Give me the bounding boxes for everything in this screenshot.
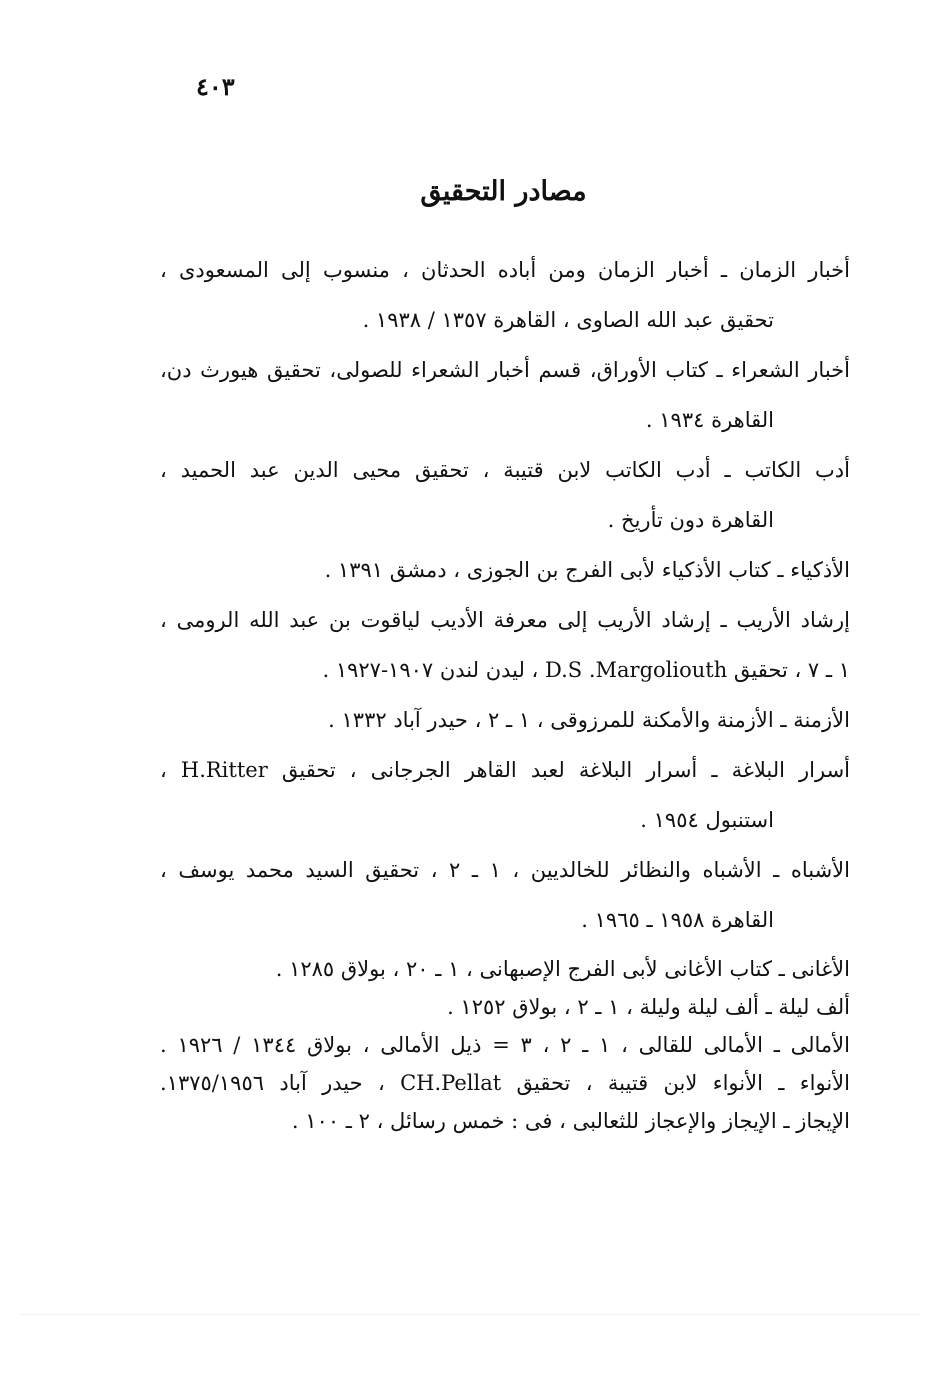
entry-line: الأغانى ـ كتاب الأغانى لأبى الفرج الإصبهانى ، ١ ـ ٢٠ ، بولاق ١٢٨٥ . (275, 957, 850, 981)
entry-line-continuation: القاهرة ١٩٥٨ ـ ١٩٦٥ . (581, 908, 774, 932)
entry-text: ، حيدر آباد ١٣٧٥/١٩٥٦. (160, 1071, 401, 1095)
entry-line: ألف ليلة ـ ألف ليلة وليلة ، ١ ـ ٢ ، بولاق ١٢٥٢ . (447, 995, 850, 1019)
editor-name-latin: CH.Pellat (400, 1071, 502, 1095)
entry-line (160, 750, 850, 790)
entry-line-continuation: القاهرة ١٩٣٤ . (645, 408, 774, 432)
entry-line: الأزمنة ـ الأزمنة والأمكنة للمرزوقى ، ١ ـ ٢ ، حيدر آباد ١٣٣٢ . (328, 708, 850, 732)
entry-line: أخبار الزمان ـ أخبار الزمان ومن أباده الحدثان ، منسوب إلى المسعودى ، (160, 258, 850, 282)
entry-line-continuation (160, 650, 850, 690)
page-number: ٤٠٣ (196, 72, 235, 101)
bibliography-entry-group (160, 950, 850, 1064)
bibliography-entry (160, 250, 850, 340)
page-title: مصادر التحقيق (420, 176, 587, 207)
entry-line: الأشباه ـ الأشباه والنظائر للخالديين ، ١ ـ ٢ ، تحقيق السيد محمد يوسف ، (160, 858, 850, 882)
bibliography-entry (160, 350, 850, 440)
bibliography-entry (160, 700, 850, 740)
entry-line: الأمالى ـ الأمالى للقالى ، ١ ـ ٢ ، ٣ = ذيل الأمالى ، بولاق ١٣٤٤ / ١٩٢٦ . (160, 1033, 850, 1057)
bibliography-entry (160, 850, 850, 940)
entry-line-continuation: تحقيق عبد الله الصاوى ، القاهرة ١٣٥٧ / ١٩٣٨ . (362, 308, 774, 332)
entry-line: أدب الكاتب ـ أدب الكاتب لابن قتيبة ، تحقيق محيى الدين عبد الحميد ، (160, 458, 850, 482)
entry-text: ، ليدن لندن ١٩٠٧-١٩٢٧ . (322, 658, 546, 682)
entry-line-continuation: القاهرة دون تأريخ . (607, 508, 774, 532)
entry-text: الأنواء ـ الأنواء لابن قتيبة ، تحقيق (501, 1071, 850, 1095)
entry-line: إرشاد الأريب ـ إرشاد الأريب إلى معرفة الأديب لياقوت بن عبد الله الرومى ، (160, 608, 850, 632)
entry-line-continuation: استنبول ١٩٥٤ . (640, 808, 774, 832)
editor-name-latin: D.S .Margoliouth (545, 658, 728, 682)
bibliography-entry (160, 650, 850, 690)
scan-edge (20, 1314, 920, 1315)
bibliography-entry (160, 450, 850, 540)
bibliography-entry (160, 550, 850, 590)
bibliography-entry (160, 1064, 850, 1102)
entry-text: أسرار البلاغة ـ أسرار البلاغة لعبد القاهر الجرجانى ، تحقيق (267, 758, 850, 782)
entry-text: ، (160, 758, 181, 782)
editor-name-latin: H.Ritter (180, 758, 268, 782)
entry-line: الأذكياء ـ كتاب الأذكياء لأبى الفرج بن الجوزى ، دمشق ١٣٩١ . (324, 558, 850, 582)
bibliography-entry (160, 750, 850, 840)
entry-line (160, 1064, 850, 1102)
bibliography-entry (160, 600, 850, 640)
entry-line: الإيجاز ـ الإيجاز والإعجاز للثعالبى ، فى : خمس رسائل ، ٢ ـ ١٠٠ . (291, 1109, 850, 1133)
bibliography-list (160, 250, 850, 1140)
entry-text: ١ ـ ٧ ، تحقيق (727, 658, 850, 682)
bibliography-entry (160, 1102, 850, 1140)
entry-line: أخبار الشعراء ـ كتاب الأوراق، قسم أخبار الشعراء للصولى، تحقيق هيورث دن، (160, 358, 850, 382)
